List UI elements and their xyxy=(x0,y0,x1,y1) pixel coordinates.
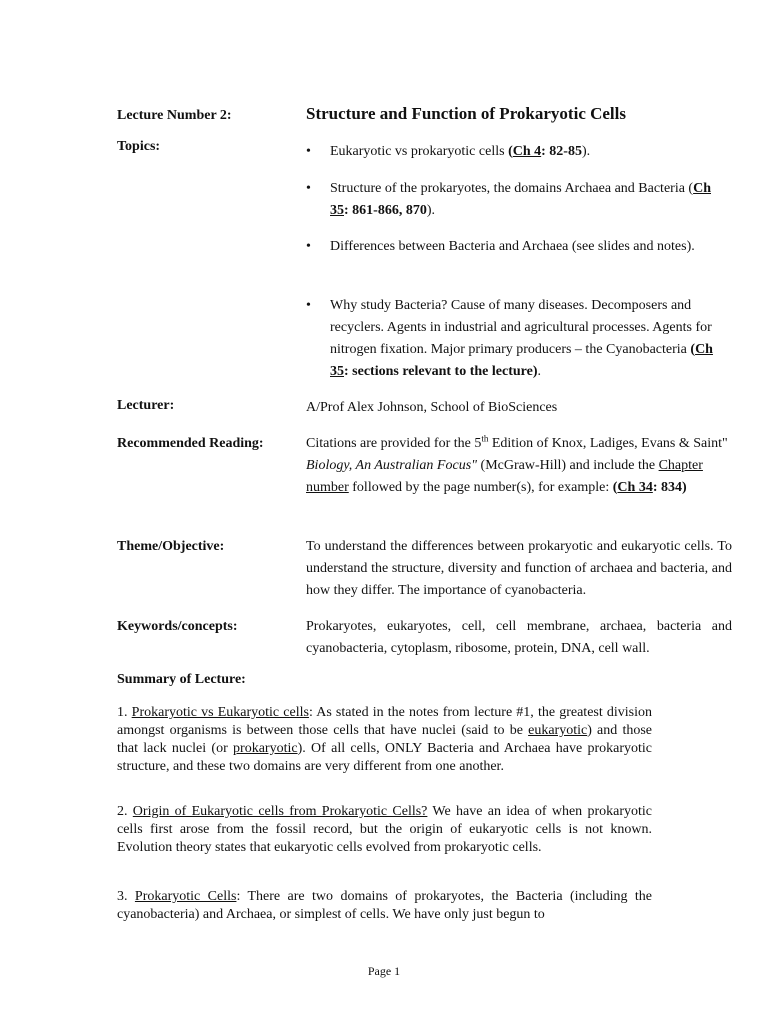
book-title: Biology, An Australian Focus" xyxy=(306,458,478,473)
lecturer-value: A/Prof Alex Johnson, School of BioSciences xyxy=(306,400,558,415)
topic-text: Structure of the prokaryotes, the domains Archaea and Bacteria xyxy=(330,181,689,196)
summary-paragraph-3: 3. Prokaryotic Cells: There are two domains of prokaryotes, the Bacteria (including the cyanobacteria) and Archaea, or simplest of cells. We have only just begun to xyxy=(117,889,653,922)
bullet-icon: • xyxy=(306,144,311,159)
topic-text: Eukaryotic vs prokaryotic cells xyxy=(330,144,509,159)
page-number: Page 1 xyxy=(367,964,401,978)
lecture-number-label: Lecture Number 2: xyxy=(117,108,232,123)
section-heading: Origin of Eukaryotic cells from Prokaryotic Cells? xyxy=(132,804,428,819)
keywords-label: Keywords/concepts: xyxy=(117,619,238,634)
bullet-icon: • xyxy=(306,298,311,313)
topic-text: Differences between Bacteria and Archaea (see slides and notes). xyxy=(330,239,695,254)
chapter-ref: Ch 35 xyxy=(330,342,713,379)
chapter-ref: Ch 35 xyxy=(330,181,711,218)
reading-label: Recommended Reading: xyxy=(117,436,264,451)
topic-text: Why study Bacteria? Cause of many diseases. Decomposers and recyclers. Agents in industrial and agricultural processes. Agents for nitrogen fixation. Major primary producers – the Cyanobacteria xyxy=(330,298,712,357)
section-heading: Prokaryotic vs Eukaryotic cells xyxy=(131,705,309,720)
summary-label: Summary of Lecture: xyxy=(117,672,246,687)
page-title: Structure and Function of Prokaryotic Cells xyxy=(306,104,626,123)
topics-label: Topics: xyxy=(117,139,161,154)
section-heading: Prokaryotic Cells xyxy=(134,889,237,904)
bullet-icon: • xyxy=(306,239,311,254)
theme-label: Theme/Objective: xyxy=(117,539,225,554)
theme-value: To understand the differences between prokaryotic and eukaryotic cells. To understand the structure, diversity and function of archaea and bacteria, and how they differ. The importance of cyanobacteria. xyxy=(306,539,732,598)
summary-paragraph-1: 1. Prokaryotic vs Eukaryotic cells: As stated in the notes from lecture #1, the greatest division amongst organisms is between those cells that have nuclei (said to be eukaryotic) and those that lack nuclei (or prokaryotic). Of all cells, ONLY Bacteria and Archaea have prokaryotic structure, and these two domains are very different from one another. xyxy=(117,705,653,774)
keywords-value: Prokaryotes, eukaryotes, cell, cell membrane, archaea, bacteria and cyanobacteria, cytoplasm, ribosome, protein, DNA, cell wall. xyxy=(306,619,732,656)
chapter-number-term: Chapter number xyxy=(306,458,703,495)
chapter-ref: Ch 4 xyxy=(512,144,542,159)
chapter-ref: Ch 34 xyxy=(617,480,653,495)
reading-value: Citations are provided for the 5th Edition of Knox, Ladiges, Evans & Saint" Biology, An Australian Focus" (McGraw-Hill) and include the Chapter number followed by the page number(s), for example: (Ch 34: 834) xyxy=(306,433,728,495)
lecturer-label: Lecturer: xyxy=(117,398,175,413)
summary-paragraph-2: 2. Origin of Eukaryotic cells from Prokaryotic Cells? We have an idea of when prokaryotic cells first arose from the fossil record, but the origin of eukaryotic cells is not known. Evolution theory states that eukaryotic cells evolved from prokaryotic cells. xyxy=(117,804,652,855)
bullet-icon: • xyxy=(306,181,311,196)
